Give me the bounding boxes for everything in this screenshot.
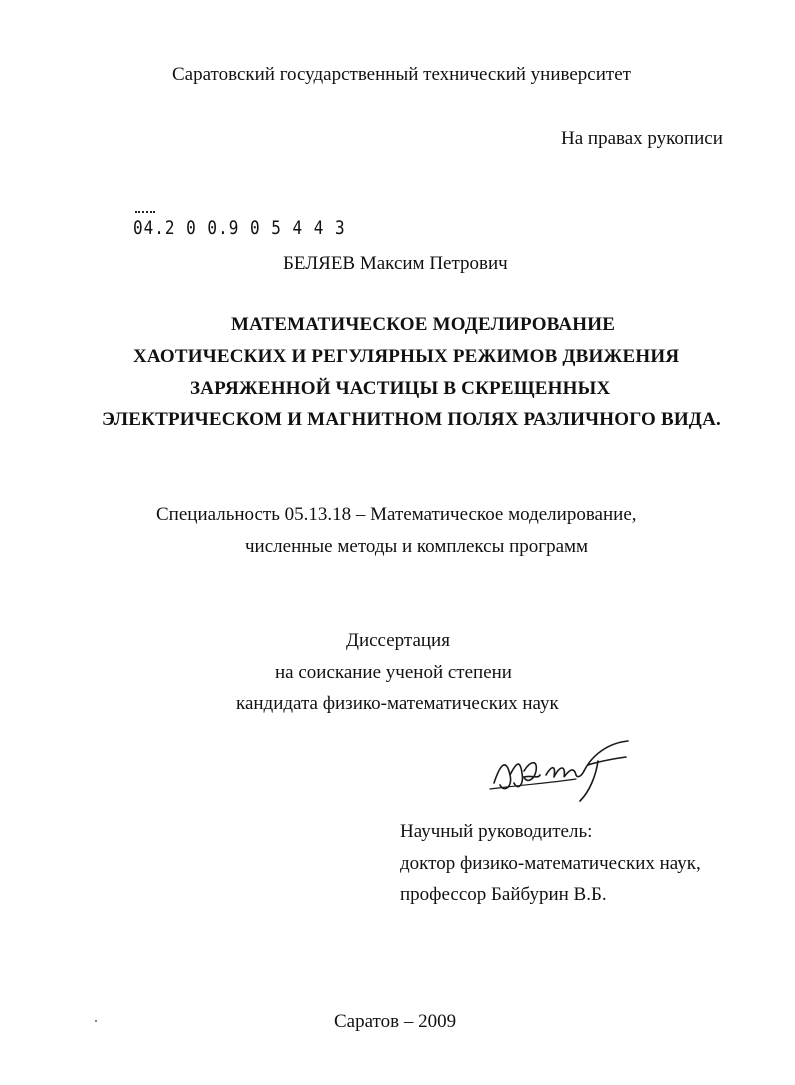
author-name: БЕЛЯЕВ Максим Петрович: [283, 253, 508, 274]
university-name: Саратовский государственный технический университет: [172, 64, 631, 85]
specialty-line-1: Специальность 05.13.18 – Математическое моделирование,: [156, 504, 637, 525]
degree-line-2: на соискание ученой степени: [275, 662, 512, 683]
specialty-line-2: численные методы и комплексы программ: [245, 536, 589, 557]
archive-mark: [135, 211, 155, 215]
rights-notice: На правах рукописи: [561, 128, 723, 149]
scan-speck: [95, 1020, 97, 1022]
degree-line-1: Диссертация: [346, 630, 450, 651]
handwritten-signature: [480, 735, 640, 805]
archive-number: 04.2 0 0.9 0 5 4 4 3: [133, 216, 346, 239]
supervisor-degree: доктор физико-математических наук,: [400, 853, 701, 874]
title-line-3: ЗАРЯЖЕННОЙ ЧАСТИЦЫ В СКРЕЩЕННЫХ: [190, 378, 611, 399]
degree-line-3: кандидата физико-математических наук: [236, 693, 559, 714]
title-line-2: ХАОТИЧЕСКИХ И РЕГУЛЯРНЫХ РЕЖИМОВ ДВИЖЕНИЯ: [133, 346, 680, 367]
title-line-4: ЭЛЕКТРИЧЕСКОМ И МАГНИТНОМ ПОЛЯХ РАЗЛИЧНОГО ВИДА.: [102, 409, 721, 430]
supervisor-name: профессор Байбурин В.Б.: [400, 884, 607, 905]
supervisor-label: Научный руководитель:: [400, 821, 593, 842]
title-line-1: МАТЕМАТИЧЕСКОЕ МОДЕЛИРОВАНИЕ: [231, 314, 616, 335]
city-year: Саратов – 2009: [334, 1011, 457, 1032]
